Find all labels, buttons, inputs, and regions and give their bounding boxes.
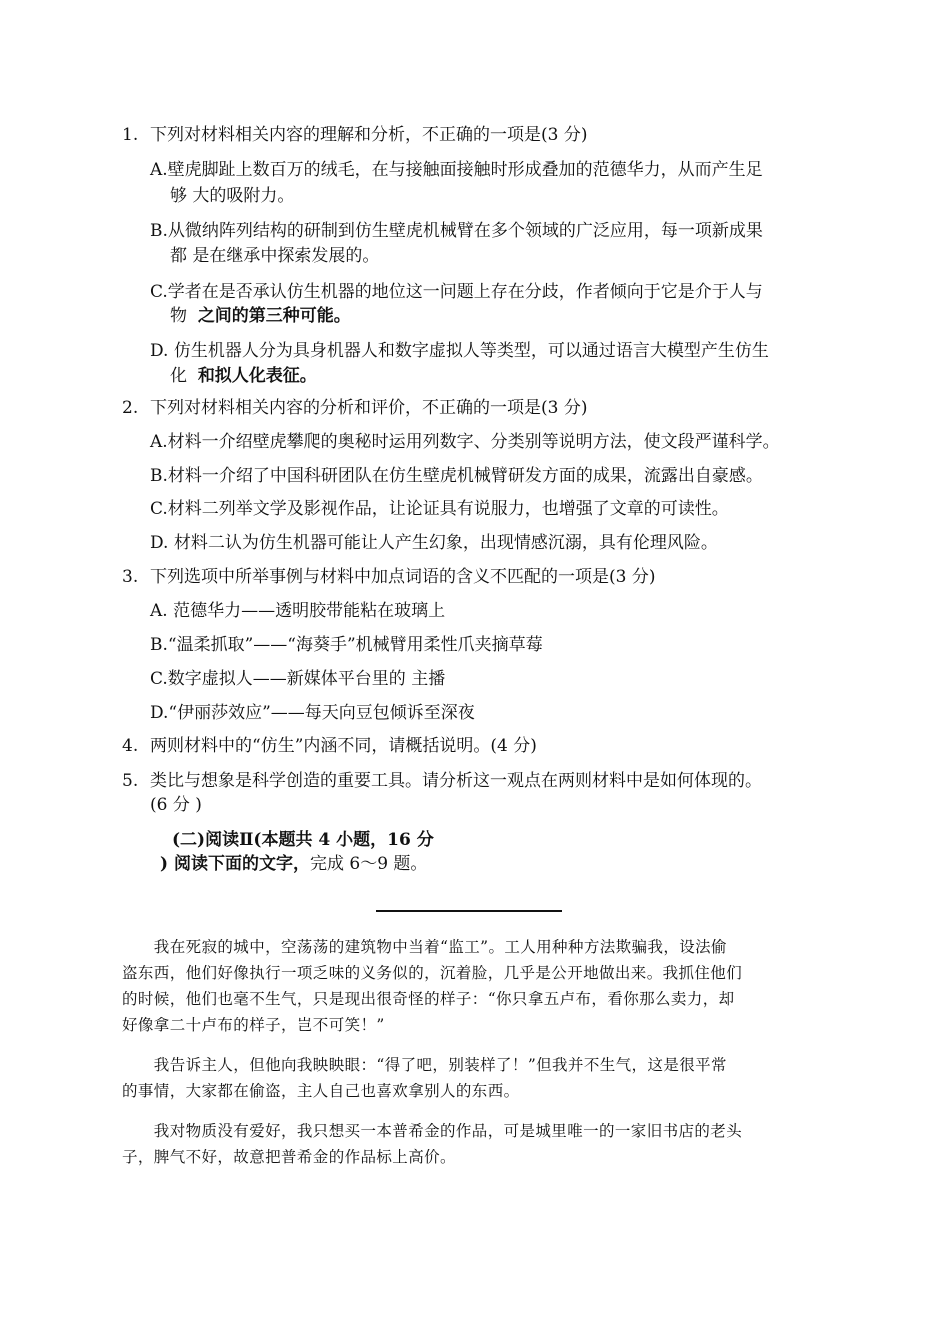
option-3b: B.“温柔抓取”——“海葵手”机械臂用柔性爪夹摘草莓 [150, 635, 543, 655]
section-instruction-bold: ) 阅读下面的文字， [160, 854, 310, 874]
question-stem: 下列选项中所举事例与材料中加点词语的含义不匹配的一项是(3 分) [150, 567, 656, 587]
passage-line: 的时候，他们也毫不生气，只是现出很奇怪的样子：“你只拿五卢布，看你那么卖力，却 [122, 990, 735, 1008]
question-5-score: (6 分 ) [150, 795, 202, 815]
option-1b-cont: 都 是在继承中探索发展的。 [170, 246, 380, 266]
option-1d: D. 仿生机器人分为具身机器人和数字虚拟人等类型，可以通过语言大模型产生仿生 [150, 341, 769, 361]
question-5 [122, 769, 822, 793]
option-1b: B.从微纳阵列结构的研制到仿生壁虎机械臂在多个领域的广泛应用，每一项新成果 [150, 221, 763, 241]
passage-paragraph-3 [122, 1118, 828, 1170]
option-2a: A.材料一介绍壁虎攀爬的奥秘时运用列数字、分类别等说明方法，使文段严谨科学。 [150, 432, 780, 452]
passage-line: 的事情，大家都在偷盗，主人自己也喜欢拿别人的东西。 [122, 1082, 520, 1100]
option-2d: D. 材料二认为仿生机器可能让人产生幻象，出现情感沉溺，具有伦理风险。 [150, 533, 718, 553]
option-text: 物 [170, 306, 187, 326]
passage-line: 我在死寂的城中，空荡荡的建筑物中当着“监工”。工人用种种方法欺骗我，设法偷 [122, 938, 727, 956]
option-1c-cont [170, 304, 351, 328]
option-text-bold: 和拟人化表征。 [197, 366, 317, 386]
passage-line: 我告诉主人，但他向我眏眏眼：“得了吧，别装样了！”但我并不生气，这是很平常 [122, 1056, 727, 1074]
option-3a: A. 范德华力——透明胶带能粘在玻璃上 [150, 601, 446, 621]
question-3 [122, 565, 822, 589]
passage-paragraph-1 [122, 934, 828, 1038]
option-1d-cont [170, 364, 317, 388]
question-2 [122, 396, 822, 420]
passage-line: 我对物质没有爱好，我只想买一本普希金的作品，可是城里唯一的一家旧书店的老头 [122, 1122, 743, 1140]
option-2c: C.材料二列举文学及影视作品，让论证具有说服力，也增强了文章的可读性。 [150, 499, 729, 519]
question-number: 1. [122, 125, 139, 145]
question-stem: 类比与想象是科学创造的重要工具。请分析这一观点在两则材料中是如何体现的。 [150, 771, 762, 791]
question-stem: 下列对材料相关内容的分析和评价，不正确的一项是(3 分) [150, 398, 588, 418]
question-4 [122, 734, 822, 758]
passage-line: 子，脾气不好，故意把普希金的作品标上高价。 [122, 1148, 456, 1166]
question-1 [122, 123, 822, 147]
option-3c: C.数字虚拟人——新媒体平台里的 主播 [150, 669, 446, 689]
question-number: 4. [122, 736, 139, 756]
question-stem: 两则材料中的“仿生”内涵不同，请概括说明。(4 分) [150, 736, 537, 756]
question-number: 5. [122, 771, 139, 791]
option-text: 化 [170, 366, 187, 386]
passage-line: 好像拿二十卢布的样子，岂不可笑！” [122, 1016, 385, 1034]
section-instruction [160, 852, 427, 876]
option-text-bold: 之间的第三种可能。 [197, 306, 351, 326]
section-instruction-text: 完成 6～9 题。 [309, 854, 428, 874]
question-number: 2. [122, 398, 139, 418]
option-2b: B.材料一介绍了中国科研团队在仿生壁虎机械臂研发方面的成果，流露出自豪感。 [150, 466, 763, 486]
section-heading: (二)阅读Ⅱ(本题共 4 小题，16 分 [172, 830, 434, 850]
question-number: 3. [122, 567, 139, 587]
divider-line [376, 910, 562, 912]
passage-line: 盗东西，他们好像执行一项乏味的义务似的，沉着脸，几乎是公开地做出来。我抓住他们 [122, 964, 743, 982]
passage-paragraph-2 [122, 1052, 828, 1104]
question-stem: 下列对材料相关内容的理解和分析，不正确的一项是(3 分) [150, 125, 588, 145]
option-1a: A.壁虎脚趾上数百万的绒毛，在与接触面接触时形成叠加的范德华力，从而产生足 [150, 160, 763, 180]
option-1a-cont: 够 大的吸附力。 [170, 186, 295, 206]
option-3d: D.“伊丽莎效应”——每天向豆包倾诉至深夜 [150, 703, 475, 723]
option-1c: C.学者在是否承认仿生机器的地位这一问题上存在分歧，作者倾向于它是介于人与 [150, 282, 763, 302]
